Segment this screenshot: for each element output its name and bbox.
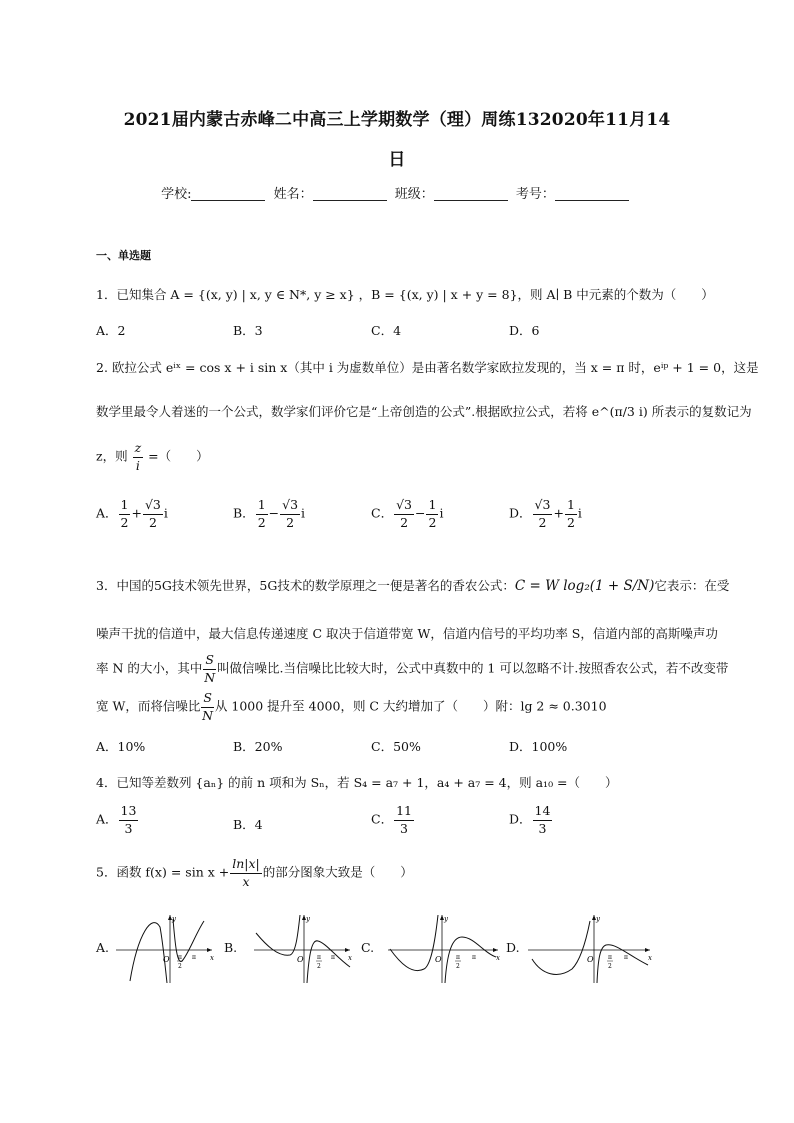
svg-text:O: O: [163, 955, 170, 964]
title-line-2: 日: [388, 150, 406, 170]
svg-text:π: π: [192, 954, 196, 961]
q2-option-c: C． $\frac{√3}{2}$ − $\frac{1}{2}$ i: [371, 497, 444, 530]
q2-z-over-i: $\frac{z}{i}$: [134, 440, 142, 473]
student-info-row: [0, 183, 794, 202]
svg-text:y: y: [596, 915, 600, 923]
q1-option-b: B．3: [233, 323, 263, 338]
svg-text:2: 2: [317, 963, 321, 970]
q3-line-2: 噪声干扰的信道中，最大信息传递速度 C 取决于信道带宽 W，信道内信号的平均功率 S，信道内部的高斯噪声功: [96, 626, 718, 641]
q2-line-3-pre: z，则: [96, 448, 128, 464]
svg-text:π: π: [331, 954, 335, 961]
q3-line-1-text: 3．中国的5G技术领先世界，5G技术的数学原理之一便是著名的香农公式：: [96, 578, 515, 593]
q5-graph-a: [116, 913, 216, 985]
q3-sn-fraction-1: $\frac{S}{N}$: [204, 652, 216, 685]
svg-text:x: x: [210, 954, 214, 962]
q2-line-3: [96, 442, 209, 472]
svg-text:y: y: [306, 915, 310, 923]
q4-option-c: C． $\frac{11}{3}$: [371, 803, 412, 836]
q2-line-2: 数学里最令人着迷的一个公式，数学家们评价它是“上帝创造的公式”.根据欧拉公式，若将 e^(π/3 i) 所表示的复数记为: [96, 404, 752, 419]
q5-option-a-label: A.: [96, 940, 110, 955]
q3-sn-fraction-2: $\frac{S}{N}$: [202, 690, 214, 723]
name-label: 姓名：: [273, 187, 313, 202]
q3-option-b: B．20%: [233, 739, 283, 754]
svg-text:y: y: [172, 915, 176, 923]
svg-text:π: π: [178, 954, 182, 961]
svg-text:x: x: [648, 954, 652, 962]
q1-stem: 1．已知集合 A = {(x, y) | x, y ∈ N*, y ≥ x} ，B = {(x, y) | x + y = 8}，则 A∣ B 中元素的个数为（ ）: [96, 287, 714, 302]
svg-text:2: 2: [178, 963, 182, 970]
q4-option-a: A． $\frac{13}{3}$: [96, 803, 137, 836]
page-title: [60, 100, 734, 180]
shannon-formula: C = W log₂(1 + S/N): [514, 578, 655, 594]
svg-text:2: 2: [608, 963, 612, 970]
q2-option-d: D． $\frac{√3}{2}$ + $\frac{1}{2}$ i: [509, 497, 582, 530]
svg-text:x: x: [348, 954, 352, 962]
q3-line-1: [96, 576, 729, 594]
name-blank[interactable]: [313, 186, 387, 201]
q3-option-c: C．50%: [371, 739, 421, 754]
svg-text:x: x: [496, 954, 500, 962]
q3-option-d: D．100%: [509, 739, 568, 754]
q4-option-d: D． $\frac{14}{3}$: [509, 803, 551, 836]
number-blank[interactable]: [555, 186, 629, 201]
q2-line-3-post: =（ ）: [148, 448, 209, 464]
q2-option-b: B． $\frac{1}{2}$ − $\frac{√3}{2}$ i: [233, 497, 306, 530]
q5-stem: 5．函数 f(x) = sin x + $\frac{\ln|x|}{x}$ 的部分图象大致是（ ）: [96, 856, 413, 889]
q2-line-1: 2. 欧拉公式 eⁱˣ = cos x + i sin x（其中 i 为虚数单位）是由著名数学家欧拉发现的，当 x = π 时，eⁱᵖ + 1 = 0，这是: [96, 360, 759, 375]
q1-option-a: A．2: [96, 323, 126, 338]
q4-option-b: B．4: [233, 817, 263, 832]
q3-line-3: 率 N 的大小，其中 $\frac{S}{N}$ 叫做信噪比.当信噪比比较大时，公式中真数中的 1 可以忽略不计.按照香农公式，若不改变带: [96, 652, 729, 685]
school-label: 学校:: [161, 187, 192, 202]
q5-graph-c: [388, 913, 502, 985]
school-blank[interactable]: [191, 186, 265, 201]
svg-text:O: O: [297, 955, 304, 964]
svg-text:π: π: [317, 954, 321, 961]
q5-graph-d: [528, 913, 654, 985]
svg-text:π: π: [472, 954, 476, 961]
q2-option-a: A． $\frac{1}{2}$ + $\frac{√3}{2}$ i: [96, 497, 168, 530]
svg-text:2: 2: [456, 963, 460, 970]
q5-option-c-label: C.: [361, 940, 375, 955]
q3-option-a: A．10%: [96, 739, 146, 754]
svg-text:π: π: [608, 954, 612, 961]
class-label: 班级：: [394, 187, 434, 202]
q1-option-c: C．4: [371, 323, 402, 338]
svg-text:O: O: [435, 955, 442, 964]
number-label: 考号：: [515, 187, 555, 202]
q5-graph-b: [254, 913, 354, 985]
class-blank[interactable]: [434, 186, 508, 201]
svg-text:O: O: [587, 955, 594, 964]
q3-line-1-tail: 它表示：在受: [654, 578, 730, 593]
q1-option-d: D．6: [509, 323, 540, 338]
q5-option-b-label: B.: [224, 940, 238, 955]
section-heading: 一、单选题: [96, 249, 151, 262]
q4-stem: 4．已知等差数列 {aₙ} 的前 n 项和为 Sₙ，若 S₄ = a₇ + 1，a₄ + a₇ = 4，则 a₁₀ =（ ）: [96, 775, 618, 790]
svg-text:π: π: [456, 954, 460, 961]
svg-text:y: y: [444, 915, 448, 923]
q3-line-4: 宽 W，而将信噪比 $\frac{S}{N}$ 从 1000 提升至 4000，则 C 大约增加了（ ）附：lg 2 ≈ 0.3010: [96, 690, 607, 723]
q5-option-d-label: D.: [506, 940, 520, 955]
svg-text:π: π: [624, 954, 628, 961]
title-line-1: 2021届内蒙古赤峰二中高三上学期数学（理）周练132020年11月14: [123, 110, 671, 130]
